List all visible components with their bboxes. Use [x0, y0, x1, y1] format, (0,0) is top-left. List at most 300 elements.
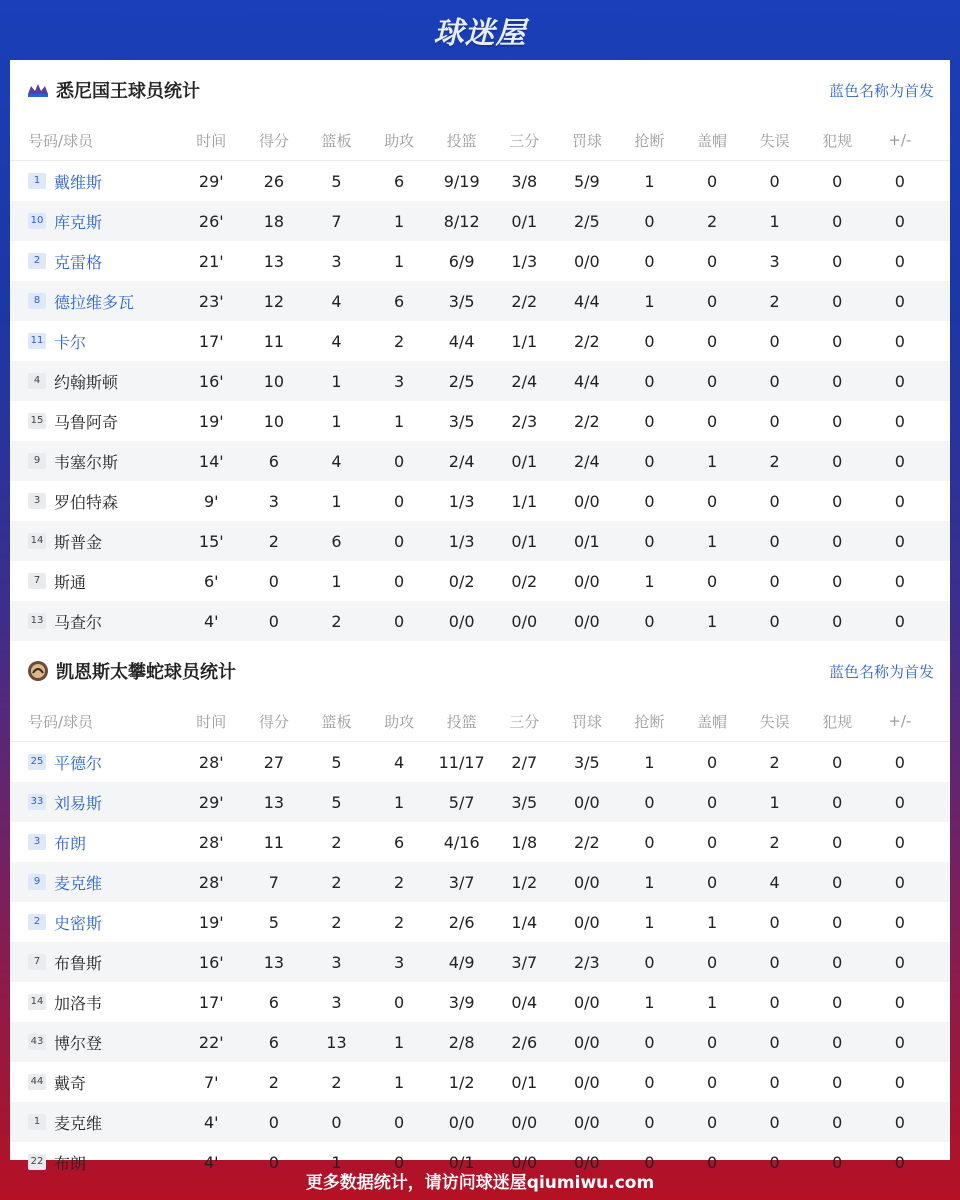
- stat-cell: 0: [894, 1152, 905, 1172]
- player-row[interactable]: [10, 161, 950, 201]
- stat-cell: 26: [263, 171, 285, 191]
- stat-cell: 6: [393, 171, 405, 191]
- player-row[interactable]: [10, 862, 950, 902]
- stat-cell: 17': [198, 992, 224, 1012]
- stat-cell: 0: [832, 571, 843, 591]
- stat-cell: 0: [894, 171, 905, 191]
- stat-cell: 0: [894, 571, 905, 591]
- stat-cell: 3: [393, 952, 405, 972]
- stat-cell: 0/0: [448, 611, 475, 631]
- stat-cell: 0: [769, 411, 780, 431]
- stat-cell: 5: [331, 752, 342, 772]
- team-section: [10, 60, 950, 641]
- stat-cell: 0: [769, 331, 780, 351]
- stat-cell: 23': [198, 291, 224, 311]
- stat-cell: 0: [832, 1072, 843, 1092]
- stat-cell: 0: [832, 251, 843, 271]
- stat-cell: 1/3: [511, 251, 538, 271]
- jersey-number-badge: 7: [28, 573, 46, 589]
- stat-cell: 0/0: [573, 912, 600, 932]
- stat-cell: 18: [263, 211, 285, 231]
- stat-cell: 1: [393, 251, 405, 271]
- stat-cell: 0: [769, 171, 780, 191]
- stat-cell: 0: [832, 331, 843, 351]
- stat-cell: 3: [268, 491, 279, 511]
- stat-cell: 1: [769, 211, 780, 231]
- stat-cell: 1: [769, 792, 780, 812]
- player-cell[interactable]: [10, 871, 180, 894]
- player-row[interactable]: [10, 1062, 950, 1102]
- player-name[interactable]: 布鲁斯: [54, 953, 103, 973]
- player-name[interactable]: 斯通: [54, 572, 87, 592]
- stat-cell: 0: [894, 491, 905, 511]
- stat-cell: 2/8: [448, 1032, 475, 1052]
- player-cell[interactable]: [10, 250, 180, 273]
- stat-cell: 2: [393, 912, 405, 932]
- stat-cell: 1/1: [511, 331, 538, 351]
- stat-cell: 0: [644, 1032, 655, 1052]
- stat-cell: 0: [644, 952, 655, 972]
- player-name[interactable]: 麦克维: [54, 1113, 103, 1133]
- stat-cell: 0: [644, 491, 655, 511]
- stat-cell: 0/2: [448, 571, 475, 591]
- player-cell[interactable]: [10, 530, 180, 553]
- stat-cell: 3: [331, 992, 342, 1012]
- stat-cell: 4/4: [573, 371, 600, 391]
- stat-cell: 0: [832, 832, 843, 852]
- stat-cell: 5: [331, 792, 342, 812]
- stat-cell: 10: [263, 371, 285, 391]
- stat-cell: 0/1: [511, 531, 538, 551]
- stat-cell: 0: [769, 952, 780, 972]
- stat-cell: 3/5: [448, 411, 475, 431]
- player-name[interactable]: 布朗: [54, 1153, 87, 1173]
- stat-cell: 2/2: [573, 411, 600, 431]
- player-name[interactable]: 史密斯: [54, 913, 103, 933]
- stat-cell: 2: [268, 531, 279, 551]
- stat-cell: 1: [706, 912, 718, 932]
- player-name[interactable]: 刘易斯: [54, 793, 103, 813]
- column-header: +/-: [888, 131, 912, 149]
- player-cell[interactable]: [10, 831, 180, 854]
- stat-cell: 0/0: [573, 1072, 600, 1092]
- player-row[interactable]: [10, 481, 950, 521]
- starter-legend-note: 蓝色名称为首发: [828, 662, 934, 681]
- stat-cell: 2/2: [573, 331, 600, 351]
- player-row[interactable]: [10, 742, 950, 782]
- player-cell[interactable]: [10, 490, 180, 513]
- player-cell[interactable]: [10, 751, 180, 774]
- stat-cell: 2/6: [448, 912, 475, 932]
- player-cell[interactable]: [10, 991, 180, 1014]
- player-row[interactable]: [10, 361, 950, 401]
- stat-cell: 13: [263, 952, 285, 972]
- stat-cell: 0: [832, 752, 843, 772]
- stat-cell: 2: [393, 331, 405, 351]
- stat-cell: 0: [832, 872, 843, 892]
- stat-cell: 2/5: [573, 211, 600, 231]
- player-name[interactable]: 德拉维多瓦: [54, 292, 135, 312]
- player-row[interactable]: [10, 782, 950, 822]
- stat-cell: 4: [769, 872, 780, 892]
- player-name[interactable]: 韦塞尔斯: [54, 452, 119, 472]
- stat-cell: 4: [331, 291, 342, 311]
- column-header: 抢断: [634, 131, 665, 150]
- column-header: 罚球: [571, 712, 602, 731]
- player-cell[interactable]: [10, 1031, 180, 1054]
- stat-cell: 1: [393, 211, 405, 231]
- stat-cell: 1/3: [448, 531, 475, 551]
- jersey-number-badge: 7: [28, 954, 46, 970]
- stat-cell: 2/2: [511, 291, 538, 311]
- stat-cell: 4': [204, 1112, 219, 1132]
- stat-cell: 0: [706, 792, 718, 812]
- footer-promo[interactable]: 更多数据统计，请访问球迷屋qiumiwu.com: [305, 1172, 655, 1193]
- stat-cell: 0/0: [573, 792, 600, 812]
- stat-cell: 0: [894, 411, 905, 431]
- stat-cell: 0: [894, 1112, 905, 1132]
- stat-cell: 2: [769, 451, 780, 471]
- stat-cell: 2: [331, 912, 342, 932]
- stat-cell: 4: [331, 331, 342, 351]
- stat-cell: 0: [644, 1152, 655, 1172]
- stat-cell: 2: [331, 1072, 342, 1092]
- stat-cell: 29': [198, 171, 224, 191]
- stat-cell: 5/7: [448, 792, 475, 812]
- stat-cell: 1: [644, 992, 655, 1012]
- stat-cell: 0: [393, 611, 405, 631]
- stat-cell: 2/4: [511, 371, 538, 391]
- stat-cell: 0: [894, 752, 905, 772]
- stat-cell: 0: [393, 491, 405, 511]
- stat-cell: 0: [894, 872, 905, 892]
- stat-cell: 0: [832, 451, 843, 471]
- stat-cell: 3/7: [448, 872, 475, 892]
- player-name[interactable]: 卡尔: [54, 332, 87, 352]
- player-name[interactable]: 平德尔: [54, 753, 103, 773]
- stat-cell: 3/5: [573, 752, 600, 772]
- stat-cell: 0: [644, 832, 655, 852]
- column-header: 犯规: [822, 712, 853, 731]
- stat-cell: 1: [393, 1032, 405, 1052]
- stat-cell: 0: [706, 331, 718, 351]
- stat-cell: 0: [769, 571, 780, 591]
- stat-cell: 21': [198, 251, 224, 271]
- stat-cell: 0/0: [573, 1032, 600, 1052]
- player-row[interactable]: [10, 942, 950, 982]
- player-cell[interactable]: [10, 210, 180, 233]
- stat-cell: 0: [393, 571, 405, 591]
- stat-cell: 7': [204, 1072, 219, 1092]
- stat-cell: 4/4: [448, 331, 475, 351]
- player-name[interactable]: 戴维斯: [54, 172, 103, 192]
- team-section-header: [10, 641, 950, 701]
- column-header: 得分: [258, 131, 289, 150]
- stat-cell: 0: [706, 491, 718, 511]
- stat-cell: 0/4: [511, 992, 538, 1012]
- stat-cell: 0: [894, 1072, 905, 1092]
- player-cell[interactable]: [10, 610, 180, 633]
- stat-cell: 0: [832, 952, 843, 972]
- stat-cell: 1/3: [448, 491, 475, 511]
- player-row[interactable]: [10, 1022, 950, 1062]
- stat-cell: 0: [644, 1072, 655, 1092]
- player-name[interactable]: 马查尔: [54, 612, 103, 632]
- player-cell[interactable]: [10, 450, 180, 473]
- player-name[interactable]: 库克斯: [54, 212, 103, 232]
- stat-cell: 0: [894, 371, 905, 391]
- column-header: 三分: [509, 131, 540, 150]
- column-header: 篮板: [321, 712, 352, 731]
- player-row[interactable]: [10, 902, 950, 942]
- jersey-number-badge: 25: [28, 754, 46, 770]
- stat-cell: 1: [393, 411, 405, 431]
- stat-cell: 0: [393, 451, 405, 471]
- stat-cell: 0/0: [573, 571, 600, 591]
- player-name[interactable]: 罗伯特森: [54, 492, 119, 512]
- jersey-number-badge: 1: [28, 173, 46, 189]
- stat-cell: 13: [326, 1032, 347, 1052]
- stat-cell: 0: [706, 1032, 718, 1052]
- stat-cell: 1: [644, 752, 655, 772]
- stat-cell: 0: [832, 912, 843, 932]
- stat-cell: 0: [769, 1152, 780, 1172]
- player-name[interactable]: 加洛韦: [54, 993, 103, 1013]
- stat-cell: 2: [706, 211, 718, 231]
- stat-cell: 2/6: [511, 1032, 538, 1052]
- stat-cell: 0: [644, 611, 655, 631]
- column-header: 助攻: [384, 712, 415, 731]
- stat-cell: 0/0: [573, 491, 600, 511]
- jersey-number-badge: 14: [28, 994, 46, 1010]
- stat-cell: 3/9: [448, 992, 475, 1012]
- column-header: 失误: [759, 131, 790, 150]
- jersey-number-badge: 3: [28, 493, 46, 509]
- stat-cell: 0: [894, 912, 905, 932]
- stat-cell: 2: [769, 752, 780, 772]
- jersey-number-badge: 3: [28, 834, 46, 850]
- jersey-number-badge: 33: [28, 794, 46, 810]
- stat-cell: 5: [331, 171, 342, 191]
- stat-cell: 4': [204, 1152, 219, 1172]
- stat-cell: 0/0: [511, 1112, 538, 1132]
- stat-cell: 0: [644, 251, 655, 271]
- player-name[interactable]: 戴奇: [54, 1073, 87, 1093]
- stat-cell: 0: [894, 832, 905, 852]
- stat-cell: 0: [769, 992, 780, 1012]
- column-header: 抢断: [634, 712, 665, 731]
- stat-cell: 0: [393, 531, 405, 551]
- player-name[interactable]: 麦克维: [54, 873, 103, 893]
- stat-cell: 0: [393, 992, 405, 1012]
- stat-cell: 0: [832, 1032, 843, 1052]
- stat-cell: 0: [832, 611, 843, 631]
- player-row[interactable]: [10, 441, 950, 481]
- player-name[interactable]: 克雷格: [54, 252, 103, 272]
- player-row[interactable]: [10, 281, 950, 321]
- player-cell[interactable]: [10, 1111, 180, 1134]
- player-row[interactable]: [10, 822, 950, 862]
- stat-cell: 3/8: [511, 171, 538, 191]
- stat-cell: 0: [644, 211, 655, 231]
- stat-cell: 0: [706, 1152, 718, 1172]
- stat-cell: 0: [832, 211, 843, 231]
- player-row[interactable]: [10, 601, 950, 641]
- stat-cell: 2: [268, 1072, 279, 1092]
- stat-cell: 0: [832, 411, 843, 431]
- site-brand-logo[interactable]: 球迷屋: [433, 16, 527, 51]
- player-name[interactable]: 约翰斯顿: [54, 372, 119, 392]
- stat-cell: 16': [198, 371, 224, 391]
- stat-cell: 0: [769, 491, 780, 511]
- stat-cell: 0: [706, 251, 718, 271]
- team-sections: [10, 60, 950, 1182]
- player-name[interactable]: 博尔登: [54, 1033, 103, 1053]
- stat-cell: 0: [706, 952, 718, 972]
- stat-cell: 0: [832, 531, 843, 551]
- stat-cell: 2/4: [573, 451, 600, 471]
- stats-panel: [10, 60, 950, 1173]
- column-header: 失误: [759, 712, 790, 731]
- stat-cell: 6: [268, 992, 279, 1012]
- stat-cell: 12: [263, 291, 285, 311]
- stat-cell: 0/0: [573, 611, 600, 631]
- stat-cell: 3: [331, 952, 342, 972]
- player-name[interactable]: 布朗: [54, 833, 87, 853]
- stat-cell: 0: [832, 1152, 843, 1172]
- player-row[interactable]: [10, 321, 950, 361]
- stat-cell: 1: [644, 872, 655, 892]
- stat-cell: 22': [198, 1032, 224, 1052]
- jersey-number-badge: 10: [28, 213, 46, 229]
- stat-cell: 0: [894, 952, 905, 972]
- player-cell[interactable]: [10, 1071, 180, 1094]
- stat-cell: 2/4: [448, 451, 475, 471]
- stat-cell: 2: [331, 832, 342, 852]
- stat-cell: 0: [832, 371, 843, 391]
- column-header: 罚球: [571, 131, 602, 150]
- stat-cell: 16': [198, 952, 224, 972]
- stat-cell: 0: [894, 1032, 905, 1052]
- stat-cell: 0: [894, 211, 905, 231]
- player-cell[interactable]: [10, 410, 180, 433]
- stat-cell: 0: [769, 1032, 780, 1052]
- stat-cell: 6: [268, 1032, 279, 1052]
- stat-cell: 1: [644, 912, 655, 932]
- stat-cell: 0: [644, 1112, 655, 1132]
- player-row[interactable]: [10, 1102, 950, 1142]
- player-row[interactable]: [10, 201, 950, 241]
- stat-cell: 1/2: [448, 1072, 475, 1092]
- stat-cell: 0: [706, 291, 718, 311]
- player-cell[interactable]: [10, 330, 180, 353]
- stat-cell: 0: [894, 291, 905, 311]
- stat-cell: 0: [894, 792, 905, 812]
- stat-cell: 26': [198, 211, 224, 231]
- stat-cell: 0: [832, 992, 843, 1012]
- stat-cell: 3/5: [448, 291, 475, 311]
- jersey-number-badge: 14: [28, 533, 46, 549]
- column-header: 盖帽: [697, 131, 728, 150]
- stat-cell: 0: [644, 331, 655, 351]
- column-header: 盖帽: [697, 712, 728, 731]
- stat-cell: 1: [644, 571, 655, 591]
- stat-cell: 0/0: [448, 1112, 475, 1132]
- stat-cell: 10: [263, 411, 285, 431]
- player-cell[interactable]: [10, 791, 180, 814]
- jersey-number-badge: 2: [28, 253, 46, 269]
- column-header: 助攻: [384, 131, 415, 150]
- stat-cell: 0/0: [573, 251, 600, 271]
- stat-cell: 0: [706, 872, 718, 892]
- stat-cell: 4: [393, 752, 405, 772]
- jersey-number-badge: 8: [28, 293, 46, 309]
- stat-cell: 0: [268, 1152, 279, 1172]
- player-cell[interactable]: [10, 951, 180, 974]
- player-cell[interactable]: [10, 170, 180, 193]
- stat-cell: 2/7: [511, 752, 538, 772]
- stat-cell: 0/1: [511, 1072, 538, 1092]
- player-cell[interactable]: [10, 570, 180, 593]
- player-cell[interactable]: [10, 370, 180, 393]
- player-row[interactable]: [10, 241, 950, 281]
- column-header: 号码/球员: [28, 712, 94, 731]
- stat-cell: 0: [706, 752, 718, 772]
- stat-cell: 0: [894, 611, 905, 631]
- stat-cell: 1: [706, 611, 718, 631]
- jersey-number-badge: 2: [28, 914, 46, 930]
- stat-cell: 1: [393, 1072, 405, 1092]
- jersey-number-badge: 22: [28, 1154, 46, 1170]
- stat-cell: 9': [204, 491, 219, 511]
- player-row[interactable]: [10, 521, 950, 561]
- stat-cell: 19': [198, 912, 224, 932]
- stat-cell: 0: [894, 992, 905, 1012]
- team-stats-title: 凯恩斯太攀蛇球员统计: [56, 662, 236, 683]
- stat-cell: 2/2: [573, 832, 600, 852]
- stat-cell: 0/0: [573, 1152, 600, 1172]
- column-header: 时间: [196, 131, 227, 150]
- stat-cell: 1: [644, 291, 655, 311]
- player-row[interactable]: [10, 982, 950, 1022]
- stat-cell: 6: [331, 531, 342, 551]
- stat-cell: 0: [894, 251, 905, 271]
- stat-cell: 13: [263, 251, 285, 271]
- team-section: [10, 641, 950, 1182]
- stat-cell: 1/8: [511, 832, 538, 852]
- stat-cell: 0: [268, 571, 279, 591]
- jersey-number-badge: 13: [28, 613, 46, 629]
- stat-cell: 2: [331, 872, 342, 892]
- player-row[interactable]: [10, 561, 950, 601]
- stat-cell: 7: [331, 211, 342, 231]
- player-cell[interactable]: [10, 290, 180, 313]
- stat-cell: 0/0: [573, 1112, 600, 1132]
- stat-cell: 27: [263, 752, 285, 772]
- stat-cell: 15': [198, 531, 224, 551]
- stat-cell: 0: [894, 451, 905, 471]
- stat-cell: 11: [263, 832, 285, 852]
- column-header: 号码/球员: [28, 131, 94, 150]
- stat-cell: 0: [644, 792, 655, 812]
- player-name[interactable]: 马鲁阿奇: [54, 412, 119, 432]
- stat-cell: 0: [706, 1072, 718, 1092]
- player-row[interactable]: [10, 401, 950, 441]
- stat-cell: 3/5: [511, 792, 538, 812]
- player-cell[interactable]: [10, 911, 180, 934]
- stats-table-header: [10, 701, 950, 742]
- player-name[interactable]: 斯普金: [54, 532, 103, 552]
